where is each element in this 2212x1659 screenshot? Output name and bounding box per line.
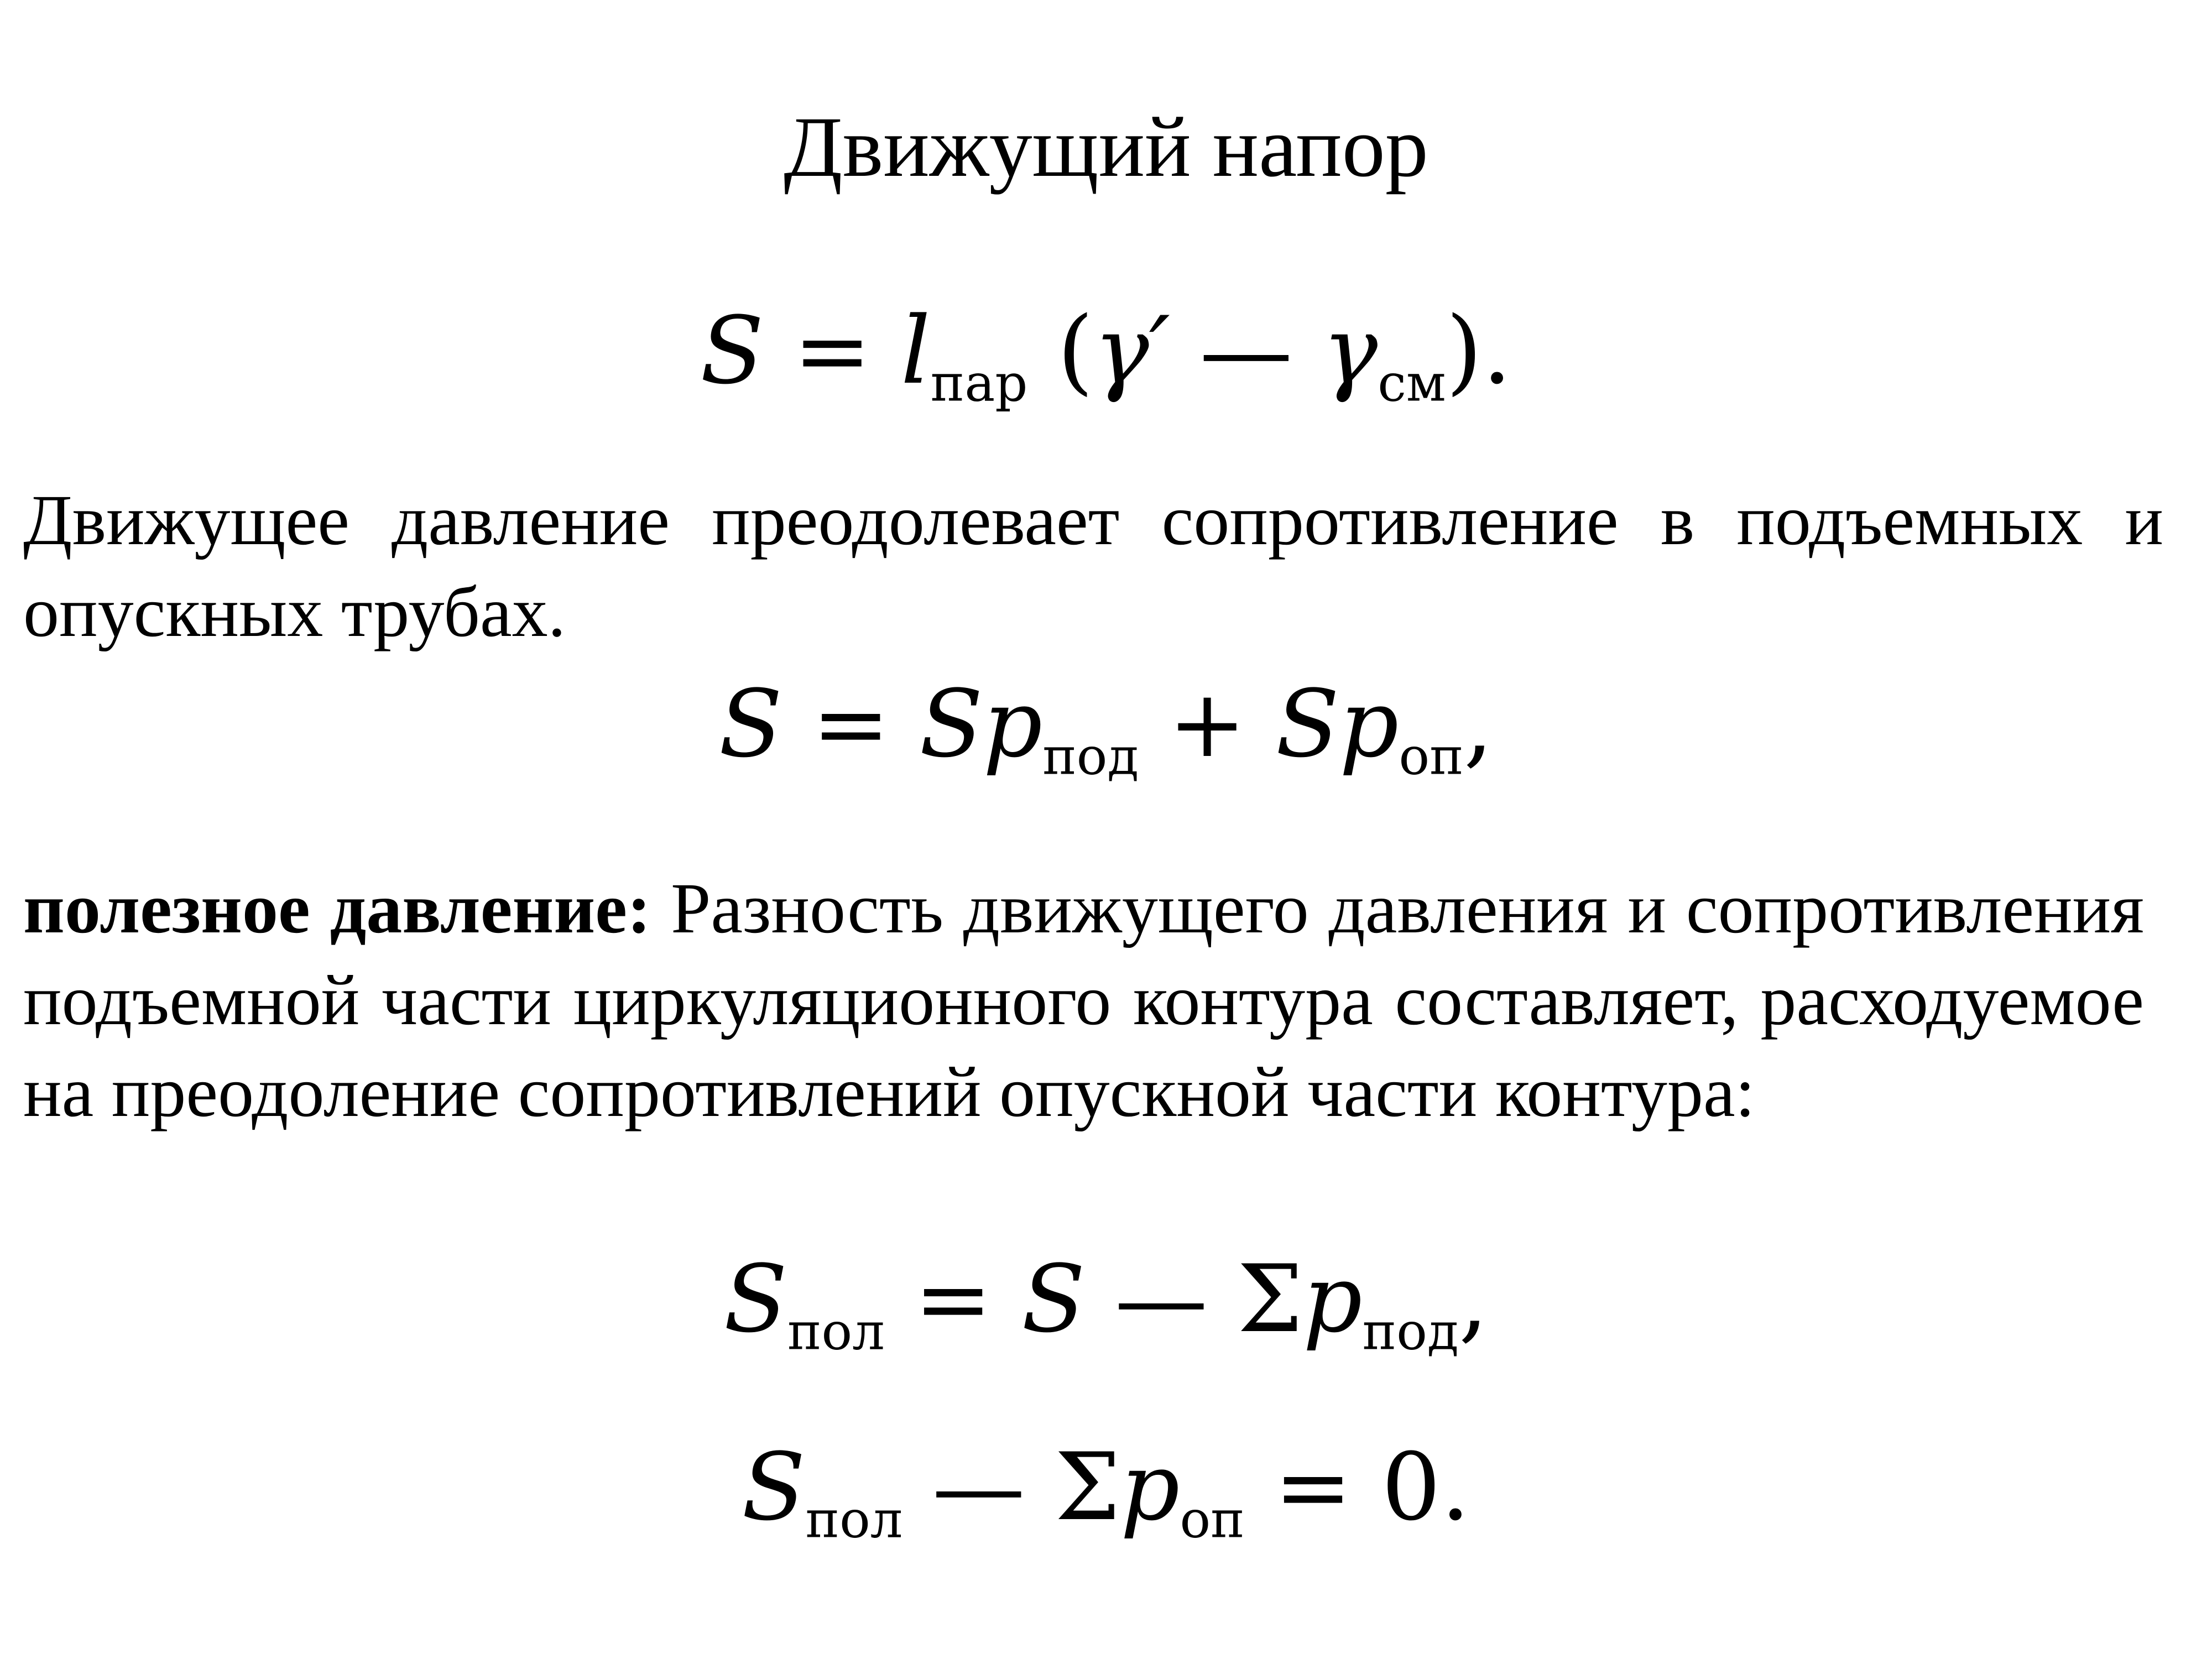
formula-symbol: S [718, 670, 782, 778]
formula-driving-head [0, 296, 2212, 413]
formula-subscript: пар [930, 353, 1028, 413]
formula-subscript: оп [1180, 1489, 1245, 1550]
term-label: полезное давление: [23, 869, 651, 948]
formula-bracket: ). [1446, 296, 1512, 405]
formula-symbol: S [919, 670, 983, 778]
formula-operator: — [1199, 296, 1293, 405]
slide-title: Движущий напор [784, 99, 1428, 195]
formula-operator: + [1168, 670, 1246, 778]
formula-operator: = [812, 670, 890, 778]
formula-subscript: см [1378, 353, 1446, 413]
formula-punctuation: , [1458, 1245, 1489, 1353]
formula-sigma: Σ [1055, 1433, 1120, 1541]
formula-useful-pressure [0, 1245, 2212, 1361]
formula-operator: = [914, 1245, 993, 1353]
formula-operator: = [1274, 1433, 1352, 1541]
formula-symbol: S [723, 1245, 787, 1353]
formula-balance [0, 1433, 2212, 1550]
formula-value: 0. [1381, 1433, 1470, 1541]
formula-symbol: S [1021, 1245, 1086, 1353]
formula-subscript: под [1042, 726, 1139, 786]
formula-bracket: ( [1057, 296, 1094, 405]
formula-symbol: S [1275, 670, 1339, 778]
formula-subscript: оп [1399, 726, 1464, 786]
formula-symbol: l [900, 296, 931, 405]
formula-symbol: p [1339, 670, 1399, 778]
formula-operator: — [1114, 1245, 1208, 1353]
formula-symbol: γ [1322, 296, 1378, 405]
formula-subscript: под [1362, 1301, 1459, 1361]
paragraph-useful-pressure [23, 863, 2144, 1138]
formula-subscript: пол [787, 1301, 885, 1361]
formula-operator: = [793, 296, 872, 405]
formula-symbol: p [1120, 1433, 1180, 1541]
paragraph-text: Разность движущего давления и сопротивления подъемной части циркуляционного контура составляет, расходуемое на преодоление сопротивлений опускной части контура: [23, 869, 2144, 1132]
formula-symbol: S [742, 1433, 806, 1541]
formula-sigma: Σ [1237, 1245, 1303, 1353]
formula-punctuation: , [1463, 670, 1494, 778]
formula-pressure-sum [0, 670, 2212, 786]
formula-symbol: S [700, 296, 764, 405]
formula-symbol: p [983, 670, 1043, 778]
formula-operator: — [932, 1433, 1025, 1541]
formula-symbol: p [1303, 1245, 1363, 1353]
formula-subscript: пол [805, 1489, 903, 1550]
paragraph-driving-pressure: Движущее давление преодолевает сопротивление в подъемных и опускных трубах. [23, 481, 2163, 652]
formula-symbol: γ′ [1093, 296, 1170, 405]
